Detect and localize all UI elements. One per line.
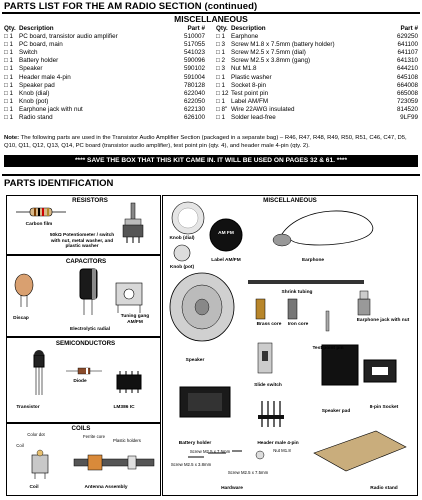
part-number-cell: 9LF99: [400, 114, 418, 122]
misc-heading: MISCELLANEOUS: [174, 14, 248, 24]
coil-small-label: Coil: [16, 443, 24, 448]
battery-holder-label: Battery holder: [178, 441, 212, 446]
part-header: Part #: [187, 25, 205, 32]
qty-header: Qty.: [4, 25, 16, 32]
discap-label: Discap: [13, 316, 29, 321]
qty-cell: □ 3: [216, 41, 226, 49]
semiconductors-heading: SEMICONDUCTORS: [55, 340, 116, 347]
part-number-cell: 641107: [397, 49, 418, 57]
description-cell: Plastic washer: [231, 73, 272, 81]
qty-cell: □ 1: [4, 57, 14, 65]
description-cell: Screw M2.5 x 7.5mm (dial): [231, 49, 306, 57]
parts-row: [216, 114, 418, 122]
parts-row: [216, 98, 418, 106]
earphone-jack-label: Earphone jack with nut: [356, 318, 410, 323]
section-rule: [2, 174, 420, 176]
description-cell: Socket 8-pin: [231, 81, 267, 89]
qty-cell: □ 8": [216, 105, 228, 113]
screw-c-label: Screw M2.5 x 7.5mm: [227, 470, 269, 475]
desc-header: Description: [19, 25, 54, 32]
test-point-label: Test point pin: [312, 346, 344, 351]
parts-row: [216, 90, 418, 98]
socket-label: 8-pin Socket: [369, 405, 399, 410]
parts-column-right: [216, 25, 418, 122]
diode-label: Diode: [73, 379, 87, 384]
description-cell: Knob (dial): [19, 89, 50, 97]
desc-header: Description: [231, 25, 266, 32]
part-number-cell: 590096: [183, 57, 205, 65]
qty-cell: □ 12: [216, 89, 229, 97]
radio-stand-label: Radio stand: [370, 486, 398, 491]
part-number-cell: 591004: [183, 73, 205, 81]
screw-b-label: Screw M2.5 x 3.8mm: [170, 462, 212, 467]
earphone-label: Earphone: [301, 258, 325, 263]
pot-label: 50kΩ Potentiometer / switch with nut, metal washer, and plastic washer: [49, 233, 115, 249]
qty-cell: □ 1: [4, 65, 14, 73]
resistors-heading: RESISTORS: [72, 197, 108, 204]
parts-row: [4, 106, 205, 114]
description-cell: Screw M2.5 x 3.8mm (gang): [231, 57, 311, 65]
part-number-cell: 622040: [183, 89, 205, 97]
description-cell: Battery holder: [19, 57, 59, 65]
description-cell: Solder lead-free: [231, 114, 276, 122]
parts-row: [4, 41, 205, 49]
parts-row: [4, 82, 205, 90]
iron-core-label: Iron core: [287, 322, 309, 327]
description-cell: PC board, transistor audio amplifier: [19, 33, 118, 41]
column-header: [4, 25, 205, 33]
speaker-pad-label: Speaker pad: [321, 409, 351, 414]
qty-cell: □ 1: [216, 97, 226, 105]
qty-cell: □ 1: [4, 73, 14, 81]
qty-cell: □ 1: [4, 41, 14, 49]
parts-row: [4, 90, 205, 98]
part-number-cell: 723059: [396, 97, 418, 105]
note-label: Note:: [4, 135, 20, 141]
description-cell: Header male 4-pin: [19, 73, 71, 81]
coils-heading: COILS: [71, 425, 91, 432]
note-paragraph: [4, 135, 418, 150]
qty-cell: □ 1: [4, 89, 14, 97]
slide-switch-label: Slide switch: [254, 383, 282, 388]
parts-row: [4, 74, 205, 82]
part-number-cell: 645108: [396, 73, 418, 81]
qty-cell: □ 1: [4, 49, 14, 57]
qty-cell: □ 1: [4, 114, 14, 122]
antenna-assembly-label: Antenna Assembly: [84, 485, 128, 490]
description-cell: Earphone jack with nut: [19, 105, 83, 113]
knob-pot-label: Knob (pot): [169, 265, 195, 270]
qty-cell: □ 2: [216, 57, 226, 65]
parts-column-left: [4, 25, 205, 122]
electrolytic-label: Electrolytic radial: [70, 327, 110, 332]
lm386-label: LM386 IC: [113, 405, 135, 410]
description-cell: Test point pin: [231, 89, 269, 97]
part-number-cell: 814520: [396, 105, 418, 113]
knob-dial-label: Knob (dial): [169, 236, 195, 241]
part-number-cell: 641100: [397, 41, 418, 49]
qty-cell: □ 3: [216, 65, 226, 73]
qty-cell: □ 1: [4, 81, 14, 89]
qty-cell: □ 1: [216, 81, 226, 89]
ferrite-core-label: Ferrite core: [83, 434, 105, 439]
parts-row: [4, 114, 205, 122]
nut-label: Nut M1.8: [273, 448, 291, 453]
qty-cell: □ 1: [216, 114, 226, 122]
parts-row: [4, 98, 205, 106]
parts-row: [216, 57, 418, 65]
coil-label: Coil: [29, 485, 39, 490]
parts-row: [216, 65, 418, 73]
screw-a-label: Screw M2.5 x 7.5mm: [189, 449, 231, 454]
part-number-cell: 664008: [396, 81, 418, 89]
description-cell: Nut M1.8: [231, 65, 257, 73]
parts-row: [216, 74, 418, 82]
save-box-banner: **** SAVE THE BOX THAT THIS KIT CAME IN. IT WILL BE USED ON PAGES 32 & 61. ****: [4, 155, 418, 167]
parts-row: [216, 33, 418, 41]
capacitors-heading: CAPACITORS: [65, 258, 107, 265]
description-cell: Wire 22AWG insulated: [231, 105, 295, 113]
description-cell: Earphone: [231, 33, 259, 41]
parts-identification-title: PARTS IDENTIFICATION: [4, 178, 114, 189]
tuning-gang-label: Tuning gang AM/FM: [120, 314, 150, 325]
brass-core-label: Brass core: [256, 322, 282, 327]
parts-row: [4, 57, 205, 65]
description-cell: Label AM/FM: [231, 97, 269, 105]
qty-cell: □ 1: [4, 33, 14, 41]
description-cell: Speaker pad: [19, 81, 55, 89]
description-cell: Screw M1.8 x 7.5mm (battery holder): [231, 41, 335, 49]
part-number-cell: 590102: [183, 65, 205, 73]
parts-row: [4, 33, 205, 41]
part-number-cell: 629250: [396, 33, 418, 41]
qty-cell: □ 1: [216, 73, 226, 81]
label-amfm-label: Label AM/FM: [211, 258, 241, 263]
carbon-film-label: Carbon film: [25, 222, 53, 227]
part-number-cell: 641310: [396, 57, 418, 65]
speaker-label: Speaker: [185, 358, 205, 363]
qty-header: Qty.: [216, 25, 228, 32]
label-symbol: AM FM: [218, 231, 234, 236]
page-title: PARTS LIST FOR THE AM RADIO SECTION (continued): [4, 1, 258, 12]
part-number-cell: 644210: [396, 65, 418, 73]
part-header: Part #: [400, 25, 418, 32]
parts-row: [216, 41, 418, 49]
note-text: The following parts are used in the Transistor Audio Amplifier Section (packaged in a separate bag) – R46, R47, R48, R49, R50, R51, C46, C47, D5, Q10, Q11, Q12, Q13, Q14, PC board (transistor audio amplifier), test point pin (qty. 4), and header male 4-pin (qty. 2).: [4, 135, 407, 149]
plastic-holders-label: Plastic holders: [113, 438, 141, 443]
description-cell: Knob (pot): [19, 97, 49, 105]
miscellaneous-heading: MISCELLANEOUS: [263, 197, 317, 204]
part-number-cell: 622130: [183, 105, 205, 113]
transistor-label: Transistor: [16, 405, 40, 410]
part-number-cell: 517055: [183, 41, 205, 49]
qty-cell: □ 1: [216, 49, 226, 57]
part-number-cell: 510007: [183, 33, 205, 41]
color-dot-label: Color dot: [27, 432, 45, 437]
description-cell: Switch: [19, 49, 38, 57]
parts-row: [216, 106, 418, 114]
description-cell: PC board, main: [19, 41, 63, 49]
column-header: [216, 25, 418, 33]
qty-cell: □ 1: [4, 105, 14, 113]
parts-row: [216, 82, 418, 90]
qty-cell: □ 1: [4, 97, 14, 105]
description-cell: Speaker: [19, 65, 43, 73]
part-number-cell: 622050: [183, 97, 205, 105]
parts-row: [4, 49, 205, 57]
parts-row: [216, 49, 418, 57]
part-number-cell: 665008: [396, 89, 418, 97]
part-number-cell: 626100: [183, 114, 205, 122]
part-number-cell: 780128: [183, 81, 205, 89]
description-cell: Radio stand: [19, 114, 53, 122]
header-label: Header male 4-pin: [257, 441, 299, 446]
hardware-label: Hardware: [221, 486, 243, 491]
shrink-tubing-label: Shrink tubing: [281, 290, 313, 295]
qty-cell: □ 1: [216, 33, 226, 41]
part-number-cell: 541023: [183, 49, 205, 57]
parts-row: [4, 65, 205, 73]
